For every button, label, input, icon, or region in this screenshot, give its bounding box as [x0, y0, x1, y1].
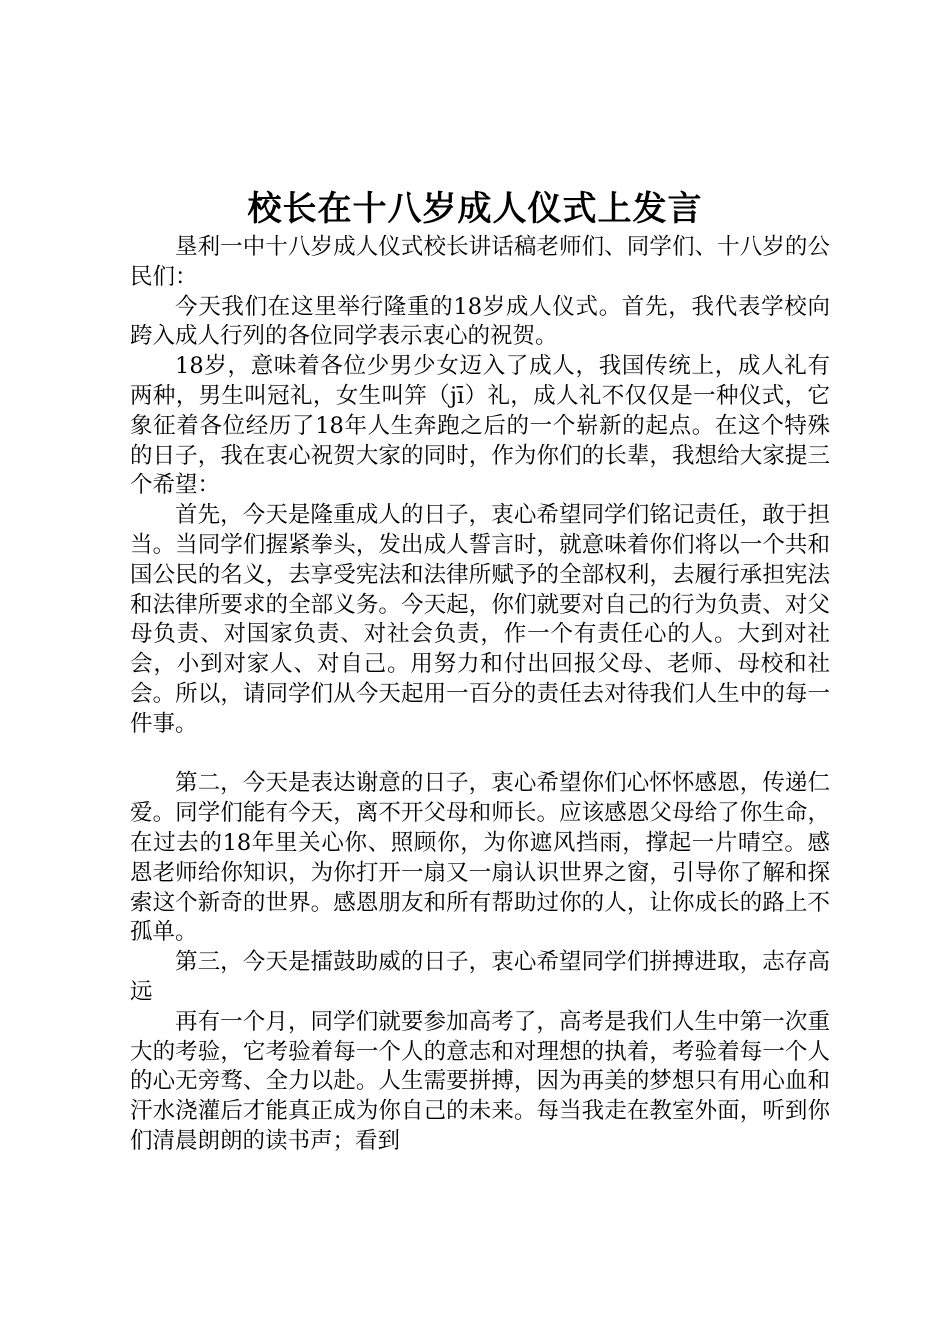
paragraph-third-hope: 第三，今天是擂鼓助威的日子，衷心希望同学们拼搏进取，志存高远 — [130, 949, 830, 1005]
paragraph-spacer — [130, 740, 830, 770]
paragraph-greeting: 垦利一中十八岁成人仪式校长讲话稿老师们、同学们、十八岁的公民们： — [130, 234, 830, 290]
paragraph-opening: 今天我们在这里举行隆重的18岁成人仪式。首先，我代表学校向跨入成人行列的各位同学表示衷心的祝贺。 — [130, 293, 830, 350]
paragraph-first-hope: 首先，今天是隆重成人的日子，衷心希望同学们铭记责任，敢于担当。当同学们握紧拳头，发出成人誓言时，就意味着你们将以一个共和国公民的名义，去享受宪法和法律所赋予的全部权利，去履行承担宪法和法律所要求的全部义务。今天起，你们就要对自己的行为负责、对父母负责、对国家负责、对社会负责，作一个有责任心的人。大到对社会，小到对家人、对自己。用努力和付出回报父母、老师、母校和社会。所以，请同学们从今天起用一百分的责任去对待我们人生中的每一件事。 — [130, 502, 830, 737]
paragraph-exam: 再有一个月，同学们就要参加高考了，高考是我们人生中第一次重大的考验，它考验着每一个人的意志和对理想的执着，考验着每一个人的心无旁骛、全力以赴。人生需要拼搏，因为再美的梦想只有用心血和汗水浇灌后才能真正成为你自己的未来。每当我走在教室外面，听到你们清晨朗朗的读书声；看到 — [130, 1008, 830, 1154]
paragraph-second-hope: 第二，今天是表达谢意的日子，衷心希望你们心怀怀感恩，传递仁爱。同学们能有今天，离不开父母和师长。应该感恩父母给了你生命，在过去的18年里关心你、照顾你，为你遮风挡雨，撑起一片晴空。感恩老师给你知识，为你打开一扇又一扇认识世界之窗，引导你了解和探索这个新奇的世界。感恩朋友和所有帮助过你的人，让你成长的路上不孤单。 — [130, 770, 830, 946]
document-title: 校长在十八岁成人仪式上发言 — [247, 189, 703, 229]
paragraph-coming-of-age: 18岁，意味着各位少男少女迈入了成人，我国传统上，成人礼有两种，男生叫冠礼，女生叫笄（jī）礼，成人礼不仅仅是一种仪式，它象征着各位经历了18年人生奔跑之后的一个崭新的起点。在这个特殊的日子，我在衷心祝贺大家的同时，作为你们的长辈，我想给大家提三个希望： — [130, 353, 830, 499]
document-body — [130, 233, 830, 1157]
